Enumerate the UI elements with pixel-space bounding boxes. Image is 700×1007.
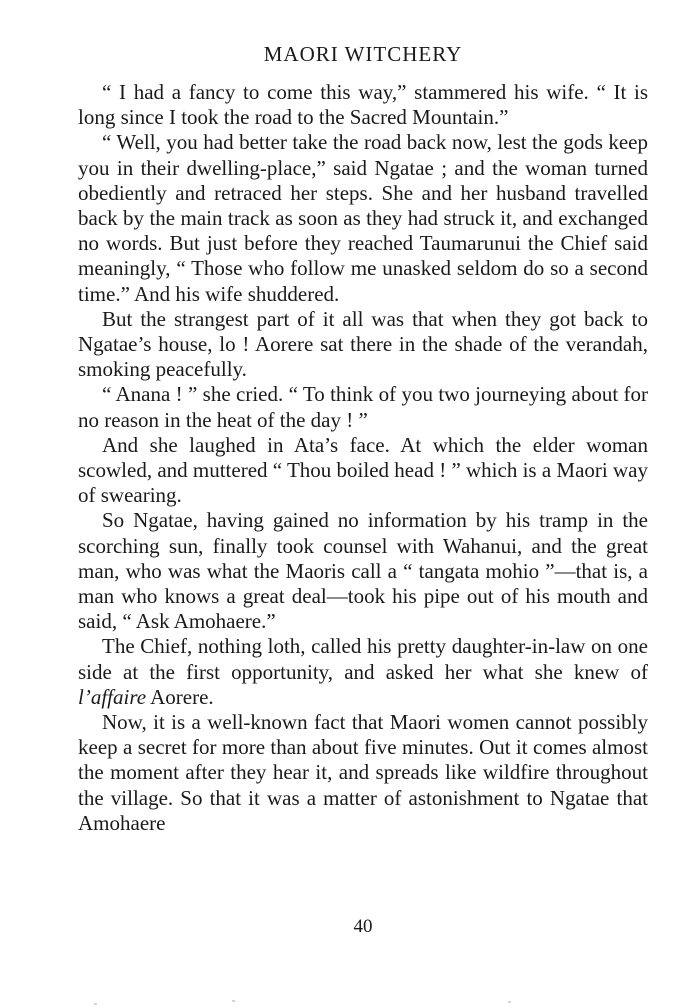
paragraph-text: Aorere. <box>146 684 214 709</box>
running-head: MAORI WITCHERY <box>263 42 463 66</box>
paragraph: But the strangest part of it all was that when they got back to Ngatae’s house, lo ! Aorere sat there in the shade of the verandah, smoking peacefully. <box>78 306 648 382</box>
paragraph: “ Anana ! ” she cried. “ To think of you two journeying about for no reason in the heat of the day ! ” <box>78 382 648 432</box>
paragraph: “ Well, you had better take the road back now, lest the gods keep you in their dwelling-place,” said Ngatae ; and the woman turned obediently and retraced her steps. She and her husband travelled back by the main track as soon as they had struck it, and exchanged no words. But just before they reached Taumarunui the Chief said meaningly, “ Those who follow me unasked seldom do so a second time.” And his wife shuddered. <box>78 130 648 306</box>
paper-speck <box>94 1003 97 1005</box>
italic-phrase: l’affaire <box>78 684 147 709</box>
paper-speck <box>508 1001 511 1003</box>
book-page <box>78 0 648 1007</box>
page-number: 40 <box>353 916 373 937</box>
paragraph-text: The Chief, nothing loth, called his pretty daughter-in-law on one side at the first opportunity, and asked her what she knew of <box>78 634 648 684</box>
paragraph: “ I had a fancy to come this way,” stammered his wife. “ It is long since I took the road to the Sacred Mountain.” <box>78 80 648 130</box>
paper-speck <box>232 1000 235 1002</box>
paragraph: Now, it is a well-known fact that Maori women cannot possibly keep a secret for more than about five minutes. Out it comes almost the moment after they hear it, and spreads like wildfire throughout the village. So that it was a matter of astonishment to Ngatae that Amohaere <box>78 710 648 835</box>
paragraph: So Ngatae, having gained no information by his tramp in the scorching sun, finally took counsel with Wahanui, and the great man, who was what the Maoris call a “ tangata mohio ”—that is, a man who knows a great deal—took his pipe out of his mouth and said, “ Ask Amohaere.” <box>78 508 648 634</box>
body-text <box>78 80 648 836</box>
paragraph <box>78 634 648 710</box>
paragraph: And she laughed in Ata’s face. At which the elder woman scowled, and muttered “ Thou boiled head ! ” which is a Maori way of swearing. <box>78 432 648 508</box>
